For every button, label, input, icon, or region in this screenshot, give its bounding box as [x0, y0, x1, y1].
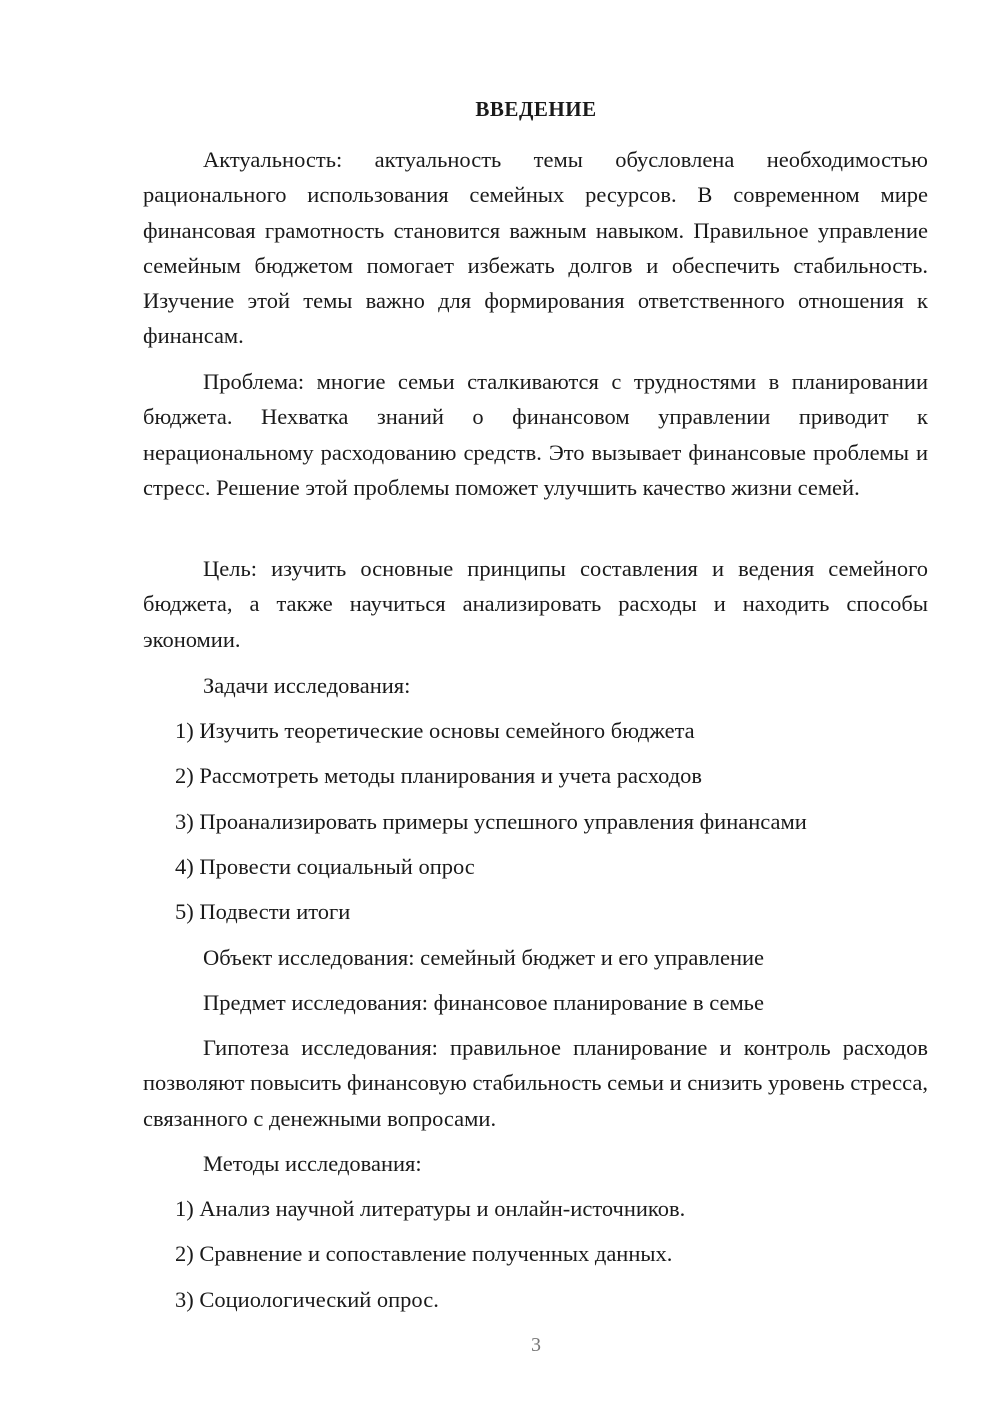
paragraph-hypothesis: [143, 1030, 928, 1136]
paragraph-goal-text: Цель: изучить основные принципы составления и ведения семейного бюджета, а также научиться анализировать расходы и находить способы экономии.: [143, 556, 928, 652]
task-item: 1) Изучить теоретические основы семейного бюджета: [175, 718, 695, 743]
task-item: 5) Подвести итоги: [175, 899, 351, 924]
tasks-heading: Задачи исследования:: [203, 673, 411, 698]
research-object: Объект исследования: семейный бюджет и его управление: [203, 945, 765, 970]
task-item: 2) Рассмотреть методы планирования и учета расходов: [175, 763, 703, 788]
page-title: ВВЕДЕНИЕ: [475, 97, 597, 121]
paragraph-problem-text: Проблема: многие семьи сталкиваются с трудностями в планировании бюджета. Нехватка знаний о финансовом управлении приводит к нерациональному расходованию средств. Это вызывает финансовые проблемы и стресс. Решение этой проблемы поможет улучшить качество жизни семей.: [143, 369, 928, 500]
paragraph-relevance: [143, 142, 928, 354]
method-item: 3) Социологический опрос.: [175, 1287, 439, 1312]
page-number: 3: [531, 1334, 541, 1356]
method-item: 1) Анализ научной литературы и онлайн-источников.: [175, 1196, 686, 1221]
paragraph-goal: [143, 551, 928, 657]
method-item: 2) Сравнение и сопоставление полученных данных.: [175, 1241, 673, 1266]
paragraph-hypothesis-text: Гипотеза исследования: правильное планирование и контроль расходов позволяют повысить финансовую стабильность семьи и снизить уровень стресса, связанного с денежными вопросами.: [143, 1035, 928, 1131]
methods-heading: Методы исследования:: [203, 1151, 422, 1176]
paragraph-relevance-text: Актуальность: актуальность темы обусловлена необходимостью рационального использования семейных ресурсов. В современном мире финансовая грамотность становится важным навыком. Правильное управление семейным бюджетом помогает избежать долгов и обеспечить стабильность. Изучение этой темы важно для формирования ответственного отношения к финансам.: [143, 147, 928, 349]
task-item: 4) Провести социальный опрос: [175, 854, 475, 879]
task-item: 3) Проанализировать примеры успешного управления финансами: [175, 809, 807, 834]
research-subject: Предмет исследования: финансовое планирование в семье: [203, 990, 764, 1015]
paragraph-problem: [143, 364, 928, 505]
